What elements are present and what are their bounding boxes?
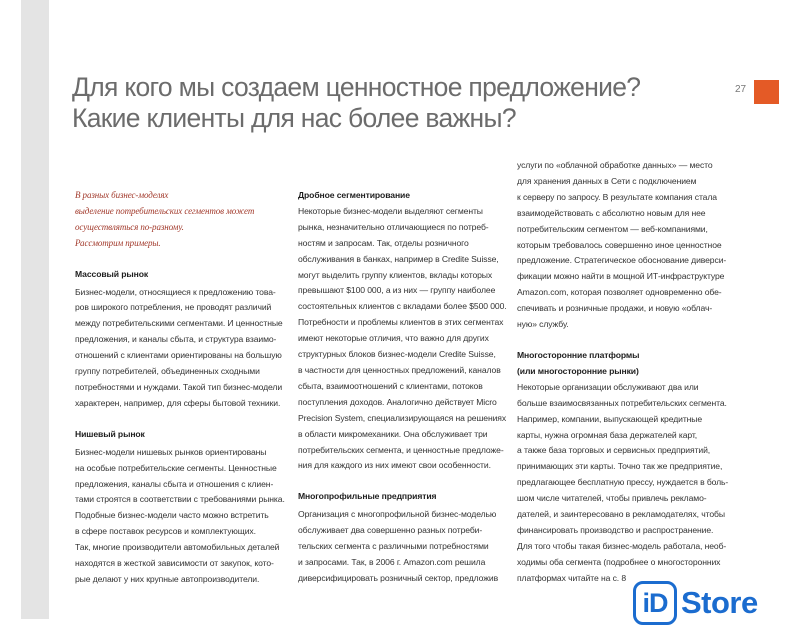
text-line: состоятельных клиентов с вкладами более $500 000.	[298, 301, 507, 312]
text-line: ров широкого потребления, не проводят различий	[75, 302, 272, 313]
text-line: предложения, и каналы сбыта, и структура взаимо-	[75, 334, 277, 345]
text-line: Некоторые бизнес-модели выделяют сегменты	[298, 205, 483, 216]
section-heading: Нишевый рынок	[75, 428, 145, 439]
paragraph	[75, 285, 290, 412]
text-column-2	[298, 188, 513, 587]
paragraph	[298, 204, 513, 474]
section-heading: (или многосторонние рынки)	[517, 365, 639, 376]
intro-line: В разных бизнес-моделях	[75, 190, 169, 200]
text-line: в частности для ценностных предложений, каналов	[298, 364, 501, 375]
section-heading: Массовый рынок	[75, 268, 149, 279]
text-line: тельских сегмента с различными потребностями	[298, 541, 489, 552]
text-line: которым требовалось совершенно иное ценностное	[517, 239, 722, 250]
intro-line: выделение потребительских сегментов может	[75, 205, 255, 216]
text-line: на особые потребительские сегменты. Ценностные	[75, 462, 277, 473]
text-line: имеют некоторые отличия, что важно для других	[298, 333, 489, 344]
text-line: превышают $100 000, а из них — группу наиболее	[298, 285, 496, 296]
text-line: дателей, и заинтересовано в рекламодателях, чтобы	[517, 509, 725, 520]
text-column-1	[75, 188, 290, 588]
paragraph	[298, 507, 513, 587]
text-line: потребительским сегментом — веб-компаниями,	[517, 223, 708, 234]
text-line: поступления доходов. Аналогично действует Micro	[298, 396, 497, 407]
text-line: отношений с клиентами ориентированы на большую	[75, 350, 282, 361]
text-line: сбыта, взаимоотношений с клиентами, потоков	[298, 380, 483, 391]
text-line: предложение. Стратегическое обоснование диверси-	[517, 255, 727, 266]
text-column-3	[517, 158, 737, 587]
title-line: Для кого мы создаем ценностное предложение?	[72, 72, 641, 102]
text-line: принимающих эти карты. Точно так же предприятие,	[517, 461, 723, 472]
paragraph	[517, 380, 737, 587]
text-line: ния для каждого из них имеют свои особенности.	[298, 460, 491, 471]
text-line: а также база торговых и сервисных предприятий,	[517, 445, 711, 456]
section-heading: Дробное сегментирование	[298, 190, 410, 200]
text-line: предлагающее бесплатную прессу, нуждается в боль-	[517, 477, 729, 488]
text-line: Precision System, специализирующаяся на решениях	[298, 412, 507, 423]
text-line: для хранения данных в Сети с подключением	[517, 175, 697, 186]
text-line: между потребительскими сегментами. И ценностные	[75, 318, 283, 329]
text-line: ную» службу.	[517, 319, 569, 330]
text-line: к серверу по запросу. В результате компания стала	[517, 191, 717, 202]
paragraph	[75, 445, 290, 588]
text-line: услуги по «облачной обработке данных» — место	[517, 160, 713, 170]
logo-badge: iD	[633, 581, 677, 625]
text-line: финансировать производство и распространение.	[517, 524, 714, 535]
text-line: Организация с многопрофильной бизнес-моделью	[298, 509, 497, 520]
text-line: потребностями и нуждами. Такой тип бизнес-модели	[75, 381, 283, 392]
text-line: тами строятся в соответствии с требованиями рынка.	[75, 494, 285, 505]
store-logo	[630, 577, 767, 629]
text-line: структурных блоков бизнес-модели Credite Suisse,	[298, 349, 496, 360]
intro-text	[75, 188, 290, 252]
paragraph	[517, 158, 737, 333]
text-line: характерен, например, для сферы бытовой техники.	[75, 397, 281, 408]
text-line: группу потребителей, объединенных сходными	[75, 366, 260, 377]
text-line: Бизнес-модели нишевых рынков ориентированы	[75, 446, 267, 457]
section-heading: Многосторонние платформы	[517, 349, 640, 360]
text-line: карты, нужна огромная база держателей карт,	[517, 429, 698, 440]
title-line: Какие клиенты для нас более важны?	[72, 103, 516, 133]
text-line: ностям и запросам. Так, отделы розничного	[298, 237, 469, 248]
page-number: 27	[735, 84, 747, 95]
text-line: фикации можно найти в мощной ИТ-инфраструктуре	[517, 271, 725, 282]
page-title	[72, 72, 692, 134]
text-line: спечивать и розничные продажи, и новую «облач-	[517, 303, 713, 314]
text-line: и запросами. Так, в 2006 г. Amazon.com решила	[298, 556, 486, 567]
text-line: Потребности и проблемы клиентов в этих сегментах	[298, 317, 504, 328]
text-line: ходимы оба сегмента (подробнее о многосторонних	[517, 556, 721, 567]
text-line: рынка, незначительно отличающиеся по потреб-	[298, 221, 489, 232]
text-line: платформах читайте на с. 8	[517, 572, 627, 583]
text-line: Так, многие производители автомобильных деталей	[75, 542, 280, 553]
text-line: предложения, каналы сбыта и отношения с клиен-	[75, 478, 274, 489]
text-line: Для того чтобы такая бизнес-модель работала, необ-	[517, 540, 727, 551]
text-line: больше взаимосвязанных потребительских сегмента.	[517, 397, 727, 408]
text-line: Например, компании, выпускающей кредитные	[517, 413, 703, 424]
text-line: потребительских сегмента, и ценностные предложе-	[298, 444, 504, 455]
text-line: Некоторые организации обслуживают два или	[517, 381, 699, 392]
text-line: обслуживает два совершенно разных потреби-	[298, 525, 483, 536]
logo-text: Store	[681, 585, 758, 620]
text-line: Amazon.com, которая позволяет одновременно обе-	[517, 287, 722, 298]
text-line: взаимодействовать с абсолютно новым для нее	[517, 207, 706, 218]
text-line: Бизнес-модели, относящиеся к предложению това-	[75, 286, 276, 297]
text-line: могут выделить группу клиентов, вклады которых	[298, 269, 493, 280]
text-line: в области микромеханики. Она обслуживает три	[298, 428, 488, 439]
text-line: обслуживания в банках, например в Credite Suisse,	[298, 253, 499, 264]
intro-line: Рассмотрим примеры.	[75, 237, 161, 248]
side-strip	[21, 0, 49, 619]
section-heading: Многопрофильные предприятия	[298, 491, 437, 502]
text-line: диверсифицировать розничный сектор, предложив	[298, 572, 499, 583]
accent-box	[754, 80, 779, 104]
intro-line: осуществляться по-разному.	[75, 221, 184, 232]
text-line: Подобные бизнес-модели часто можно встретить	[75, 510, 269, 521]
text-line: в сфере поставок ресурсов и комплектующих.	[75, 526, 256, 537]
text-line: рые делают у них крупные автопроизводители.	[75, 573, 260, 584]
text-line: находятся в жесткой зависимости от закупок, кото-	[75, 558, 274, 569]
text-line: шом числе читателей, чтобы привлечь рекламо-	[517, 493, 707, 504]
